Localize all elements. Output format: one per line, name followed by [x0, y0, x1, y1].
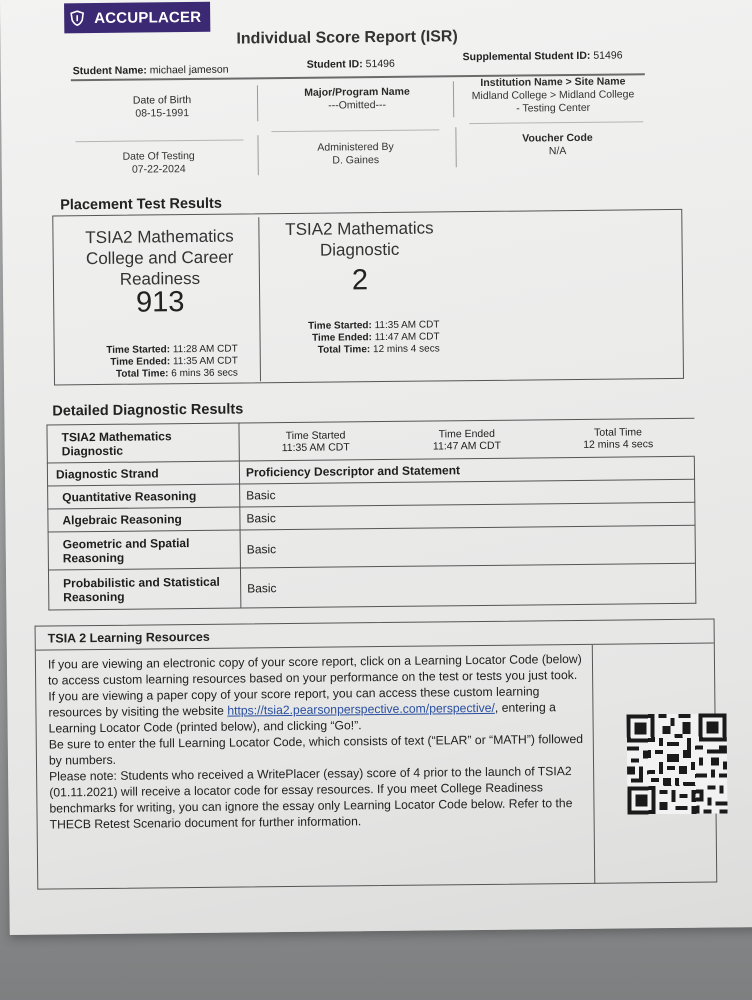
administered-by-cell: Administered By D. Gaines [317, 140, 394, 167]
learning-resources-text [48, 651, 586, 833]
voucher-code-cell: Voucher Code N/A [522, 131, 593, 158]
report-title: Individual Score Report (ISR) [236, 28, 458, 48]
dob-cell: Date of Birth 08-15-1991 [132, 94, 192, 120]
test1-score: 913 [135, 286, 185, 319]
divider [75, 139, 243, 142]
resources-paragraph: Be sure to enter the full Learning Locator Code, which consists of text (“ELAR” or “MATH”) followed by numbers. [48, 731, 584, 768]
proficiency-cell: Basic [240, 479, 695, 507]
student-id: Student ID: 51496 [306, 57, 395, 71]
test1-times: Time Started: 11:28 AM CDT Time Ended: 11:35 AM CDT Total Time: 6 mins 36 secs [106, 343, 238, 380]
test2-score: 2 [351, 264, 369, 297]
accuplacer-logo [64, 2, 210, 34]
resources-paragraph: If you are viewing an electronic copy of your score report, click on a Learning Locator Code (below) to access custom learning resources based on your performance on the test or tests you just took. [47, 651, 582, 688]
resources-paragraph: If you are viewing a paper copy of your score report, you can access these custom learning resources by visiting the website https://tsia2.pearsonperspective.com/perspective/, entering a Learning Locator Code (printed below), and clicking “Go!”. [48, 684, 556, 736]
resources-paragraph: Please note: Students who received a WritePlacer (essay) score of 4 prior to the launch of TSIA2 (01.11.2021) will receive a locator code for essay resources. If you meet College Readiness benchmarks for writing, you can ignore the essay only Learning Locator Code below. Refer to the THECB Retest Scenario document for further information. [49, 764, 573, 832]
major-cell: Major/Program Name ---Omitted--- [304, 85, 410, 112]
student-name: Student Name: michael jameson [72, 63, 229, 78]
date-of-testing-cell: Date Of Testing 07-22-2024 [122, 149, 195, 176]
qr-code-icon[interactable] [626, 711, 727, 816]
proficiency-cell: Basic [240, 502, 695, 530]
col-header-strand: Diagnostic Strand [47, 461, 239, 486]
learning-resources-title: TSIA 2 Learning Resources [36, 620, 714, 651]
strand-cell: Geometric and Spatial Reasoning [48, 530, 240, 570]
col-header-proficiency: Proficiency Descriptor and Statement [239, 456, 694, 484]
strand-cell: Probabilistic and Statistical Reasoning [48, 568, 240, 610]
divider [469, 121, 643, 124]
divider [257, 135, 258, 175]
time-ended: Time Ended 11:47 AM CDT [432, 427, 502, 452]
test1-name: TSIA2 Mathematics College and Career Readiness [85, 226, 234, 289]
test2-name: TSIA2 Mathematics Diagnostic [285, 218, 434, 260]
placement-section-title: Placement Test Results [60, 195, 222, 214]
diagnostic-section-title: Detailed Diagnostic Results [52, 401, 244, 420]
divider [455, 127, 456, 167]
logo-text: ACCUPLACER [94, 8, 202, 27]
total-time: Total Time 12 mins 4 secs [583, 425, 654, 451]
diagnostic-test-name: TSIA2 Mathematics Diagnostic [47, 423, 239, 463]
strand-cell: Algebraic Reasoning [48, 507, 240, 532]
institution-cell: Institution Name > Site Name Midland College > Midland College - Testing Center [471, 75, 635, 115]
shield-icon [70, 10, 84, 26]
diagnostic-time-cell [239, 418, 694, 461]
supplemental-student-id: Supplemental Student ID: 51496 [462, 49, 623, 64]
strand-cell: Quantitative Reasoning [48, 484, 240, 509]
learning-resources-box [35, 619, 718, 890]
divider [592, 645, 596, 884]
proficiency-cell: Basic [240, 563, 695, 608]
time-started: Time Started 11:35 AM CDT [281, 428, 350, 454]
divider [271, 129, 439, 132]
divider [257, 85, 258, 121]
diagnostic-table [46, 418, 696, 611]
table-row [48, 563, 695, 610]
proficiency-cell: Basic [240, 525, 695, 568]
test2-times: Time Started: 11:35 AM CDT Time Ended: 11:47 AM CDT Total Time: 12 mins 4 secs [308, 319, 440, 356]
learning-locator-link[interactable]: https://tsia2.pearsonperspective.com/perspective/ [227, 700, 495, 718]
